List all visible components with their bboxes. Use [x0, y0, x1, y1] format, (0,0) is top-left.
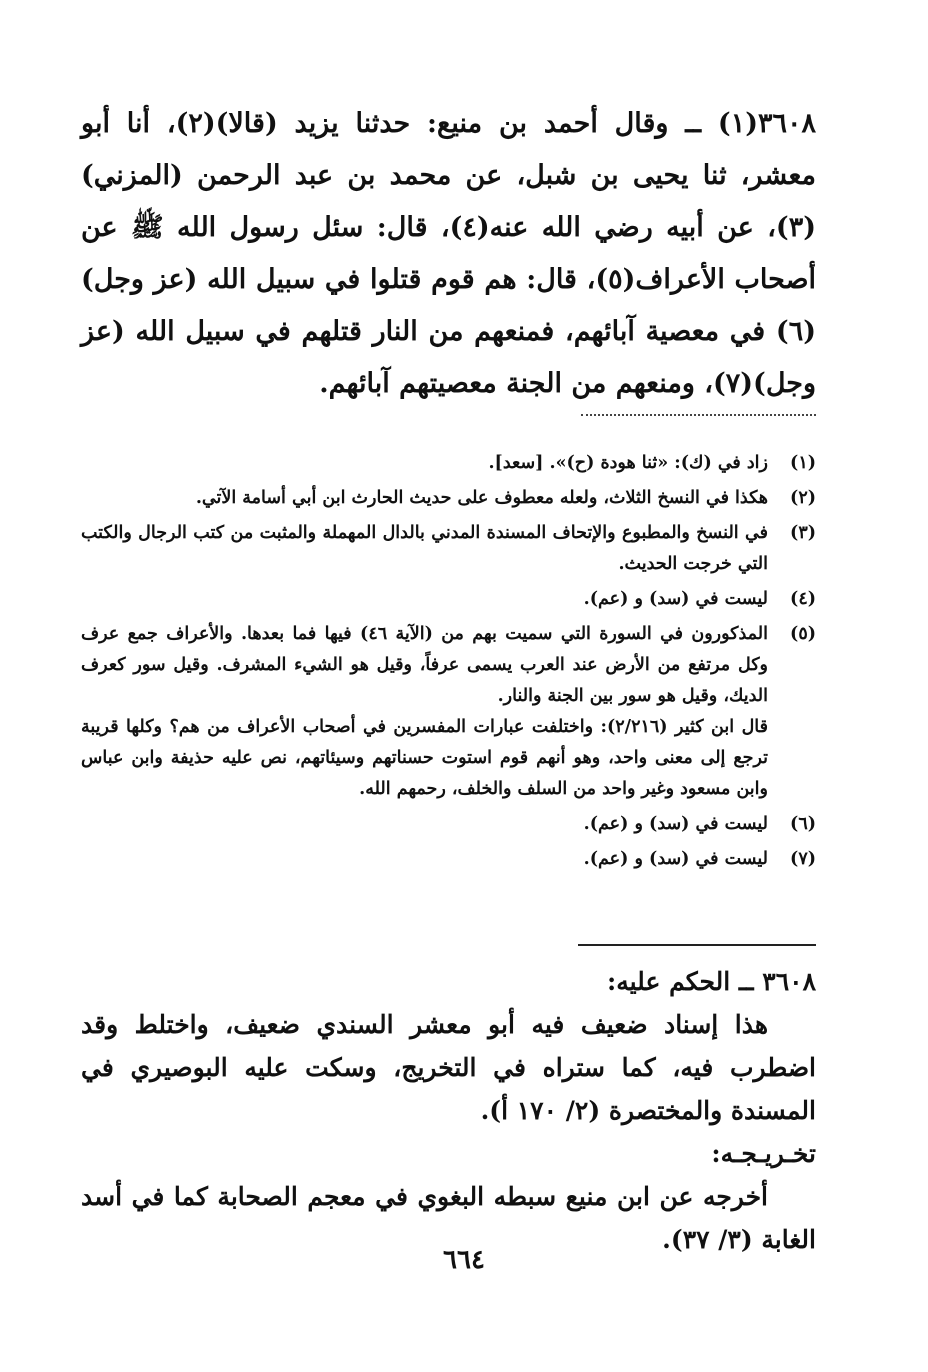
- footnote-7: [81, 844, 816, 875]
- footnote-1: [81, 448, 816, 479]
- footnote-text: في النسخ والمطبوع والإتحاف المسندة المدني بالدال المهملة والمثبت من كتب الرجال والكتب التي خرجت الحديث.: [81, 523, 768, 574]
- footnote-key: (٦): [790, 814, 816, 834]
- footnote-key: (٣): [790, 523, 816, 543]
- hadith-main-text: [81, 98, 816, 410]
- footnote-key: (٥): [790, 624, 816, 644]
- footnote-text: ليست في (سد) و (عم).: [583, 814, 768, 834]
- hadith-body: (١) ــ وقال أحمد بن منيع: حدثنا يزيد (قالا)(٢)، أنا أبو معشر، ثنا يحيى بن شبل، عن محمد بن عبد الرحمن (المزني)(٣)، عن أبيه رضي الله عنه(٤)، قال: سئل رسول الله ﷺ عن أصحاب الأعراف(٥)، قال: هم قوم قتلوا في سبيل الله (عز وجل)(٦) في معصية آبائهم، فمنعهم من النار قتلهم في سبيل الله (عز وجل)(٧)، ومنعهم من الجنة معصيتهم آبائهم.: [81, 108, 817, 399]
- ruling-text: هذا إسناد ضعيف فيه أبو معشر السندي ضعيف، واختلط وقد اضطرب فيه، كما ستراه في التخريج، وسكت عليه البوصيري في المسندة والمختصرة (٢/ ١٧٠ أ).: [81, 1010, 816, 1125]
- footnote-5-text: المذكورون في السورة التي سميت بهم من (الآية ٤٦) فيها فما بعدها. والأعراف جمع عرف وكل مرتفع من الأرض عند العرب يسمى عرفاً، وقيل هو الشيء المشرف. وقيل سور كعرف الديك، وقيل هو سور بين الجنة والنار.: [81, 624, 768, 706]
- footnote-key: (٢): [790, 488, 816, 508]
- footnote-6: [81, 809, 816, 840]
- footnote-key: (٤): [790, 589, 816, 609]
- footnote-2: [81, 483, 816, 514]
- hadith-number: ٣٦٠٨: [757, 108, 816, 139]
- footnote-text: هكذا في النسخ الثلاث، ولعله معطوف على حديث الحارث ابن أبي أسامة الآتي.: [195, 488, 768, 508]
- footnote-text: زاد في (ك): «ثنا هودة (ح)». [سعد].: [488, 453, 768, 473]
- ruling-heading: ٣٦٠٨ ــ الحكم عليه:: [607, 967, 816, 996]
- section-divider: [578, 944, 816, 946]
- takhrij-text: أخرجه عن ابن منيع سبطه البغوي في معجم الصحابة كما في أسد الغابة (٣/ ٣٧).: [81, 1182, 816, 1254]
- takhrij-heading: تخـريـجـه:: [711, 1139, 816, 1168]
- hadith-paragraph: [81, 98, 816, 410]
- page-number: ٦٦٤: [443, 1245, 485, 1275]
- footnote-text: ليست في (سد) و (عم).: [583, 589, 768, 609]
- footnote-text: [81, 619, 768, 805]
- footnote-4: [81, 584, 816, 615]
- footnote-3: [81, 518, 816, 580]
- footnote-separator: [581, 414, 816, 428]
- footnote-key: (١): [790, 453, 816, 473]
- footnote-5-ibn-kathir-quote: قال ابن كثير (٢/٢١٦): واختلفت عبارات المفسرين في أصحاب الأعراف من هم؟ وكلها قريبة ترجع إلى معنى واحد، وهو أنهم قوم استوت حسناتهم وسيئاتهم، نص عليه حذيفة وابن عباس وابن مسعود وغير واحد من السلف والخلف، رحمهم الله.: [81, 717, 768, 799]
- footnote-5: [81, 619, 816, 805]
- footnote-key: (٧): [790, 849, 816, 869]
- ruling-section: [81, 960, 816, 1261]
- footnotes: [81, 448, 816, 879]
- footnote-text: ليست في (سد) و (عم).: [583, 849, 768, 869]
